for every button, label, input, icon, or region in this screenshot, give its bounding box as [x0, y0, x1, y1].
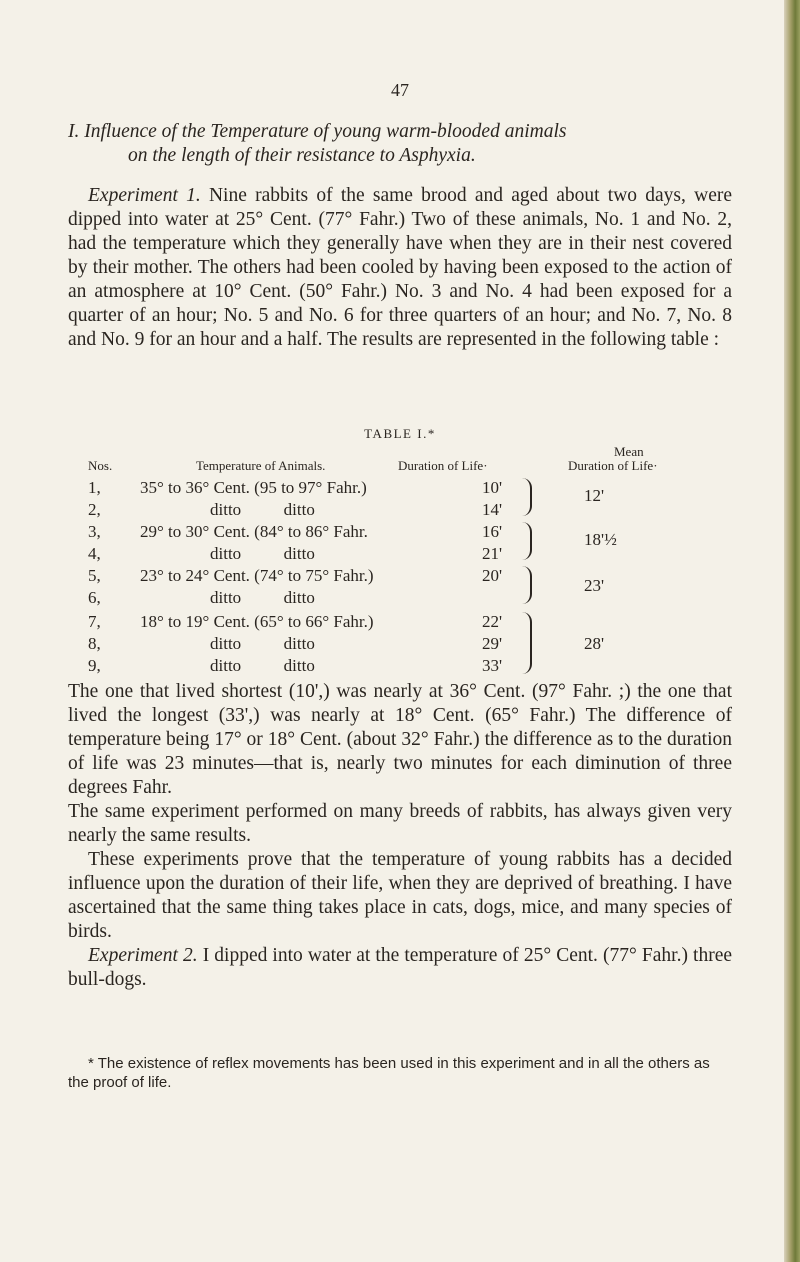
- row-number: 2,: [88, 500, 101, 519]
- header-mean-top: Mean: [614, 444, 644, 459]
- row-duration: 29': [482, 634, 503, 653]
- page-edge: [784, 0, 800, 1262]
- row-duration: 33': [482, 656, 503, 675]
- brace-group-3: [516, 566, 532, 604]
- row-temperature: ditto ditto: [210, 656, 315, 675]
- row-temperature: ditto ditto: [210, 588, 315, 607]
- mean-group-4: 28': [584, 634, 605, 653]
- row-number: 5,: [88, 566, 101, 585]
- results-para-2: The same experiment performed on many breeds of rabbits, has always given very nearly the same results.: [68, 801, 732, 846]
- heading-line-1: I. Influence of the Temperature of young warm-blooded animals: [68, 121, 567, 142]
- row-number: 7,: [88, 612, 101, 631]
- row-number: 1,: [88, 478, 101, 497]
- row-temperature: 29° to 30° Cent. (84° to 86° Fahr.: [140, 522, 368, 541]
- row-duration: 14': [482, 500, 503, 519]
- row-temperature: 23° to 24° Cent. (74° to 75° Fahr.): [140, 566, 374, 585]
- table-title: TABLE I.*: [364, 426, 436, 441]
- header-nos: Nos.: [88, 458, 113, 473]
- brace-group-2: [516, 522, 532, 560]
- row-temperature: ditto ditto: [210, 634, 315, 653]
- results-para-3: These experiments prove that the temperature of young rabbits has a decided influence upon the duration of their life, when they are deprived of breathing. I have ascertained that the same thing takes place in cats, dogs, mice, and many species of birds.: [68, 849, 732, 942]
- experiment-2-text: I dipped into water at the temperature of 25° Cent. (77° Fahr.) three bull-dogs.: [68, 945, 732, 990]
- row-temperature: ditto ditto: [210, 500, 315, 519]
- mean-group-2: 18'½: [584, 530, 617, 549]
- row-number: 9,: [88, 656, 101, 675]
- brace-group-4: [516, 612, 532, 674]
- row-number: 8,: [88, 634, 101, 653]
- row-temperature: 35° to 36° Cent. (95 to 97° Fahr.): [140, 478, 367, 497]
- page-number: 47: [391, 80, 409, 100]
- paragraph-results: [68, 680, 732, 992]
- row-number: 4,: [88, 544, 101, 563]
- paragraph-experiment-1: [68, 184, 732, 352]
- header-mean-bottom: Duration of Life·: [568, 458, 658, 473]
- row-temperature: 18° to 19° Cent. (65° to 66° Fahr.): [140, 612, 374, 631]
- row-duration: 16': [482, 522, 503, 541]
- heading-line-2: on the length of their resistance to Asphyxia.: [128, 145, 476, 166]
- section-heading: [68, 120, 732, 168]
- experiment-2-label: Experiment 2.: [88, 945, 198, 966]
- footnote: * The existence of reflex movements has been used in this experiment and in all the others as the proof of life.: [68, 1055, 710, 1091]
- results-para-1: The one that lived shortest (10',) was nearly at 36° Cent. (97° Fahr. ;) the one that lived the longest (33',) was nearly at 18° Cent. (65° Fahr.) The difference of temperature being 17° or 18° Cent. (about 32° Fahr.) the difference as to the duration of life was 23 minutes—that is, nearly two minutes for each diminution of three degrees Fahr.: [68, 681, 732, 798]
- row-number: 6,: [88, 588, 101, 607]
- row-number: 3,: [88, 522, 101, 541]
- row-duration: 20': [482, 566, 503, 585]
- header-duration: Duration of Life·: [398, 458, 488, 473]
- row-duration: 22': [482, 612, 503, 631]
- experiment-1-label: Experiment 1.: [88, 185, 201, 206]
- mean-group-1: 12': [584, 486, 605, 505]
- row-temperature: ditto ditto: [210, 544, 315, 563]
- row-duration: 10': [482, 478, 503, 497]
- mean-group-3: 23': [584, 576, 605, 595]
- header-temperature: Temperature of Animals.: [196, 458, 326, 473]
- row-duration: 21': [482, 544, 503, 563]
- brace-group-1: [516, 478, 532, 516]
- experiment-1-text: Nine rabbits of the same brood and aged about two days, were dipped into water at 25° Cent. (77° Fahr.) Two of these animals, No. 1 and No. 2, had the temperature which they generally have when they are in their nest covered by their mother. The others had been cooled by having been exposed to the action of an atmosphere at 10° Cent. (50° Fahr.) No. 3 and No. 4 had been exposed for a quarter of an hour; No. 5 and No. 6 for three quarters of an hour; and No. 7, No. 8 and No. 9 for an hour and a half. The results are represented in the following table :: [68, 185, 732, 350]
